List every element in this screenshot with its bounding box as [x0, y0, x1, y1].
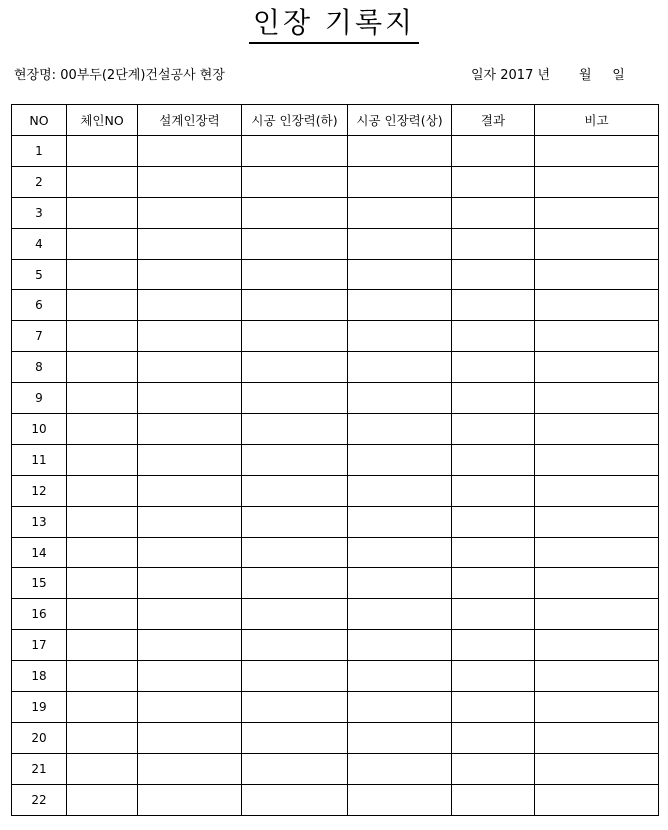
tension-upper-cell[interactable]: [348, 630, 452, 661]
row-no: 6: [12, 290, 67, 321]
site-label: 현장명:: [14, 68, 57, 83]
tension-lower-cell[interactable]: [242, 352, 348, 383]
table-row: [12, 383, 659, 414]
remarks-cell[interactable]: [535, 383, 659, 414]
chain-no-cell[interactable]: [67, 197, 138, 228]
tension-upper-cell[interactable]: [348, 444, 452, 475]
tension-lower-cell[interactable]: [242, 661, 348, 692]
chain-no-cell[interactable]: [67, 136, 138, 167]
remarks-cell[interactable]: [535, 599, 659, 630]
result-cell[interactable]: [452, 321, 535, 352]
tension-upper-cell[interactable]: [348, 414, 452, 445]
result-cell[interactable]: [452, 784, 535, 815]
tension-upper-cell[interactable]: [348, 259, 452, 290]
tension-lower-cell[interactable]: [242, 475, 348, 506]
chain-no-cell[interactable]: [67, 383, 138, 414]
col-header-tension-upper: 시공 인장력(상): [348, 105, 452, 136]
remarks-cell[interactable]: [535, 784, 659, 815]
remarks-cell[interactable]: [535, 136, 659, 167]
tension-lower-cell[interactable]: [242, 444, 348, 475]
table-row: [12, 414, 659, 445]
row-no: 12: [12, 475, 67, 506]
table-row: [12, 753, 659, 784]
result-cell[interactable]: [452, 722, 535, 753]
col-header-design-tension: 설계인장력: [138, 105, 242, 136]
table-row: [12, 290, 659, 321]
result-cell[interactable]: [452, 506, 535, 537]
table-row: [12, 136, 659, 167]
table-row: [12, 444, 659, 475]
remarks-cell[interactable]: [535, 537, 659, 568]
row-no: 15: [12, 568, 67, 599]
tension-record-table: [11, 104, 659, 816]
result-cell[interactable]: [452, 753, 535, 784]
date-info: [471, 64, 625, 83]
result-cell[interactable]: [452, 414, 535, 445]
tension-upper-cell[interactable]: [348, 197, 452, 228]
row-no: 20: [12, 722, 67, 753]
tension-lower-cell[interactable]: [242, 259, 348, 290]
remarks-cell[interactable]: [535, 475, 659, 506]
design-tension-cell[interactable]: [138, 784, 242, 815]
row-no: 22: [12, 784, 67, 815]
date-year-unit: 년: [537, 68, 551, 83]
tension-upper-cell[interactable]: [348, 290, 452, 321]
remarks-cell[interactable]: [535, 352, 659, 383]
design-tension-cell[interactable]: [138, 537, 242, 568]
tension-upper-cell[interactable]: [348, 166, 452, 197]
row-no: 5: [12, 259, 67, 290]
result-cell[interactable]: [452, 383, 535, 414]
tension-upper-cell[interactable]: [348, 383, 452, 414]
tension-lower-cell[interactable]: [242, 630, 348, 661]
tension-upper-cell[interactable]: [348, 722, 452, 753]
chain-no-cell[interactable]: [67, 290, 138, 321]
result-cell[interactable]: [452, 136, 535, 167]
tension-upper-cell[interactable]: [348, 753, 452, 784]
table-row: [12, 568, 659, 599]
chain-no-cell[interactable]: [67, 784, 138, 815]
design-tension-cell[interactable]: [138, 722, 242, 753]
table-row: [12, 475, 659, 506]
row-no: 18: [12, 661, 67, 692]
result-cell[interactable]: [452, 537, 535, 568]
tension-lower-cell[interactable]: [242, 599, 348, 630]
tension-lower-cell[interactable]: [242, 506, 348, 537]
row-no: 2: [12, 166, 67, 197]
chain-no-cell[interactable]: [67, 661, 138, 692]
tension-lower-cell[interactable]: [242, 383, 348, 414]
date-day-unit: 일: [612, 68, 625, 83]
chain-no-cell[interactable]: [67, 259, 138, 290]
result-cell[interactable]: [452, 228, 535, 259]
table-row: [12, 321, 659, 352]
chain-no-cell[interactable]: [67, 321, 138, 352]
design-tension-cell[interactable]: [138, 568, 242, 599]
row-no: 3: [12, 197, 67, 228]
tension-upper-cell[interactable]: [348, 321, 452, 352]
chain-no-cell[interactable]: [67, 692, 138, 723]
date-month-unit: 월: [579, 68, 592, 83]
tension-upper-cell[interactable]: [348, 352, 452, 383]
remarks-cell[interactable]: [535, 228, 659, 259]
tension-upper-cell[interactable]: [348, 228, 452, 259]
result-cell[interactable]: [452, 444, 535, 475]
chain-no-cell[interactable]: [67, 166, 138, 197]
tension-lower-cell[interactable]: [242, 568, 348, 599]
row-no: 17: [12, 630, 67, 661]
design-tension-cell[interactable]: [138, 352, 242, 383]
result-cell[interactable]: [452, 475, 535, 506]
tension-lower-cell[interactable]: [242, 537, 348, 568]
design-tension-cell[interactable]: [138, 414, 242, 445]
table-row: [12, 722, 659, 753]
row-no: 10: [12, 414, 67, 445]
tension-upper-cell[interactable]: [348, 661, 452, 692]
tension-lower-cell[interactable]: [242, 197, 348, 228]
row-no: 13: [12, 506, 67, 537]
tension-upper-cell[interactable]: [348, 506, 452, 537]
chain-no-cell[interactable]: [67, 475, 138, 506]
remarks-cell[interactable]: [535, 568, 659, 599]
result-cell[interactable]: [452, 352, 535, 383]
row-no: 8: [12, 352, 67, 383]
table-row: [12, 197, 659, 228]
site-info: [14, 64, 225, 83]
tension-upper-cell[interactable]: [348, 136, 452, 167]
design-tension-cell[interactable]: [138, 475, 242, 506]
chain-no-cell[interactable]: [67, 599, 138, 630]
tension-lower-cell[interactable]: [242, 166, 348, 197]
table-header-row: [12, 105, 659, 136]
tension-lower-cell[interactable]: [242, 228, 348, 259]
tension-upper-cell[interactable]: [348, 475, 452, 506]
chain-no-cell[interactable]: [67, 630, 138, 661]
remarks-cell[interactable]: [535, 753, 659, 784]
result-cell[interactable]: [452, 630, 535, 661]
chain-no-cell[interactable]: [67, 352, 138, 383]
design-tension-cell[interactable]: [138, 290, 242, 321]
document-title: [0, 6, 668, 44]
result-cell[interactable]: [452, 197, 535, 228]
design-tension-cell[interactable]: [138, 228, 242, 259]
design-tension-cell[interactable]: [138, 753, 242, 784]
tension-lower-cell[interactable]: [242, 784, 348, 815]
design-tension-cell[interactable]: [138, 599, 242, 630]
design-tension-cell[interactable]: [138, 166, 242, 197]
table-row: [12, 537, 659, 568]
design-tension-cell[interactable]: [138, 630, 242, 661]
tension-lower-cell[interactable]: [242, 414, 348, 445]
date-year: 2017: [500, 68, 534, 83]
row-no: 21: [12, 753, 67, 784]
result-cell[interactable]: [452, 661, 535, 692]
row-no: 1: [12, 136, 67, 167]
table-row: [12, 166, 659, 197]
remarks-cell[interactable]: [535, 506, 659, 537]
design-tension-cell[interactable]: [138, 136, 242, 167]
chain-no-cell[interactable]: [67, 506, 138, 537]
tension-upper-cell[interactable]: [348, 599, 452, 630]
chain-no-cell[interactable]: [67, 228, 138, 259]
table-row: [12, 661, 659, 692]
title-text: 인장 기록지: [249, 6, 419, 44]
table-row: [12, 784, 659, 815]
chain-no-cell[interactable]: [67, 444, 138, 475]
table-row: [12, 506, 659, 537]
remarks-cell[interactable]: [535, 166, 659, 197]
design-tension-cell[interactable]: [138, 197, 242, 228]
chain-no-cell[interactable]: [67, 568, 138, 599]
remarks-cell[interactable]: [535, 197, 659, 228]
row-no: 19: [12, 692, 67, 723]
table-row: [12, 630, 659, 661]
chain-no-cell[interactable]: [67, 722, 138, 753]
col-header-result: 결과: [452, 105, 535, 136]
remarks-cell[interactable]: [535, 259, 659, 290]
remarks-cell[interactable]: [535, 692, 659, 723]
tension-lower-cell[interactable]: [242, 692, 348, 723]
tension-lower-cell[interactable]: [242, 321, 348, 352]
chain-no-cell[interactable]: [67, 537, 138, 568]
tension-upper-cell[interactable]: [348, 568, 452, 599]
chain-no-cell[interactable]: [67, 753, 138, 784]
tension-upper-cell[interactable]: [348, 692, 452, 723]
result-cell[interactable]: [452, 568, 535, 599]
result-cell[interactable]: [452, 599, 535, 630]
design-tension-cell[interactable]: [138, 383, 242, 414]
row-no: 9: [12, 383, 67, 414]
row-no: 4: [12, 228, 67, 259]
design-tension-cell[interactable]: [138, 661, 242, 692]
col-header-chain-no: 체인NO: [67, 105, 138, 136]
chain-no-cell[interactable]: [67, 414, 138, 445]
tension-upper-cell[interactable]: [348, 784, 452, 815]
design-tension-cell[interactable]: [138, 259, 242, 290]
row-no: 14: [12, 537, 67, 568]
remarks-cell[interactable]: [535, 414, 659, 445]
result-cell[interactable]: [452, 290, 535, 321]
tension-lower-cell[interactable]: [242, 722, 348, 753]
remarks-cell[interactable]: [535, 661, 659, 692]
site-value: 00부두(2단계)건설공사 현장: [60, 68, 225, 83]
row-no: 11: [12, 444, 67, 475]
result-cell[interactable]: [452, 259, 535, 290]
design-tension-cell[interactable]: [138, 444, 242, 475]
table-row: [12, 599, 659, 630]
remarks-cell[interactable]: [535, 630, 659, 661]
table-row: [12, 228, 659, 259]
design-tension-cell[interactable]: [138, 692, 242, 723]
tension-upper-cell[interactable]: [348, 537, 452, 568]
tension-lower-cell[interactable]: [242, 290, 348, 321]
date-label: 일자: [471, 68, 497, 83]
result-cell[interactable]: [452, 166, 535, 197]
table-row: [12, 259, 659, 290]
col-header-no: NO: [12, 105, 67, 136]
remarks-cell[interactable]: [535, 290, 659, 321]
design-tension-cell[interactable]: [138, 506, 242, 537]
col-header-tension-lower: 시공 인장력(하): [242, 105, 348, 136]
row-no: 16: [12, 599, 67, 630]
row-no: 7: [12, 321, 67, 352]
tension-lower-cell[interactable]: [242, 136, 348, 167]
design-tension-cell[interactable]: [138, 321, 242, 352]
remarks-cell[interactable]: [535, 321, 659, 352]
table-row: [12, 692, 659, 723]
table-row: [12, 352, 659, 383]
remarks-cell[interactable]: [535, 722, 659, 753]
col-header-remarks: 비고: [535, 105, 659, 136]
result-cell[interactable]: [452, 692, 535, 723]
tension-lower-cell[interactable]: [242, 753, 348, 784]
remarks-cell[interactable]: [535, 444, 659, 475]
